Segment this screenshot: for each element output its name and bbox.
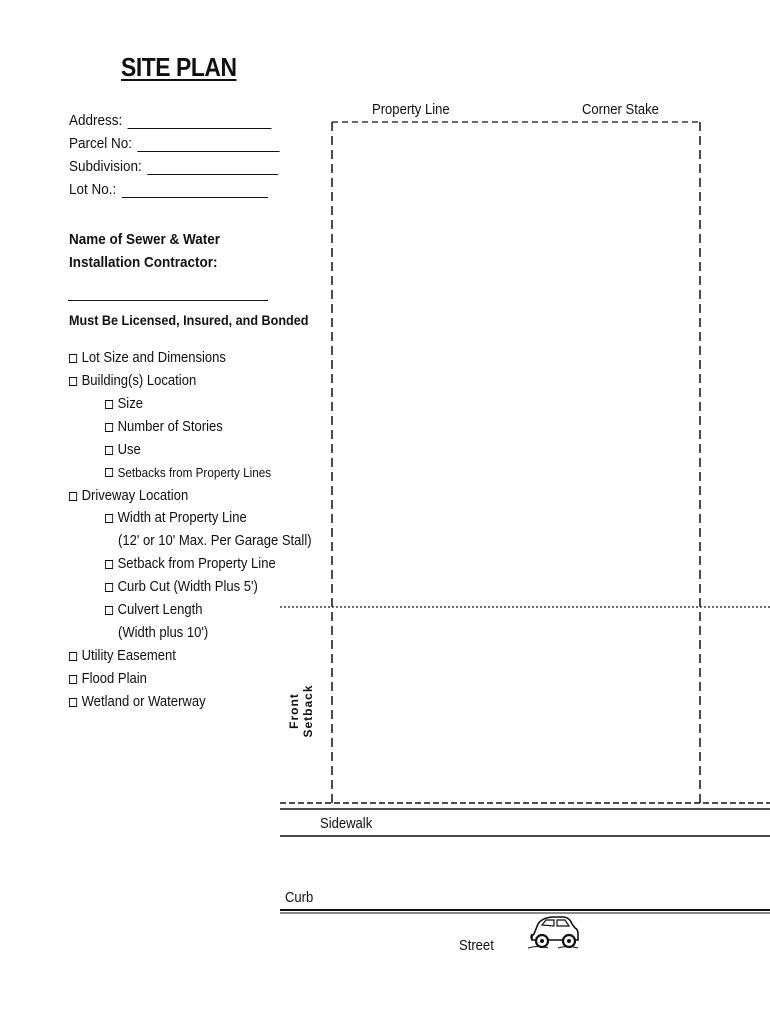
page-title: SITE PLAN <box>121 52 237 82</box>
contractor-label-line2: Installation Contractor: <box>69 254 218 271</box>
check-size-label: Size <box>117 396 143 412</box>
setback-label: Setback <box>301 684 315 738</box>
culvert-note: (Width plus 10') <box>118 625 209 641</box>
licensed-note: Must Be Licensed, Insured, and Bonded <box>69 312 309 328</box>
lot-label: Lot No.: <box>69 181 117 198</box>
sidewalk-label: Sidewalk <box>320 816 373 832</box>
check-width-label: Width at Property Line <box>117 510 247 526</box>
address-label: Address: <box>69 112 123 129</box>
check-use-label: Use <box>117 442 141 458</box>
check-stories-label: Number of Stories <box>117 419 223 435</box>
check-setback-pl-label: Setback from Property Line <box>117 556 276 572</box>
front-label: Front <box>287 693 301 729</box>
parcel-label: Parcel No: <box>69 135 133 152</box>
front-setback-label <box>273 680 333 750</box>
subdivision-label: Subdivision: <box>69 158 142 175</box>
check-wetland-label: Wetland or Waterway <box>81 694 206 710</box>
check-setbacks-label: Setbacks from Property Lines <box>117 465 272 480</box>
curb-label: Curb <box>285 890 314 906</box>
check-buildings-label: Building(s) Location <box>81 373 197 389</box>
street-label: Street <box>459 938 494 954</box>
corner-stake-label: Corner Stake <box>582 102 659 118</box>
check-culvert-label: Culvert Length <box>117 602 203 618</box>
check-curb-cut-label: Curb Cut (Width Plus 5') <box>117 579 258 595</box>
check-driveway-label: Driveway Location <box>81 488 189 504</box>
check-flood-label: Flood Plain <box>81 671 147 687</box>
check-utility-label: Utility Easement <box>81 648 176 664</box>
check-lot-size-label: Lot Size and Dimensions <box>81 350 226 366</box>
car-icon <box>528 917 578 948</box>
property-line-label: Property Line <box>372 102 450 118</box>
width-note: (12' or 10' Max. Per Garage Stall) <box>118 533 312 549</box>
contractor-label-line1: Name of Sewer & Water <box>69 231 221 248</box>
